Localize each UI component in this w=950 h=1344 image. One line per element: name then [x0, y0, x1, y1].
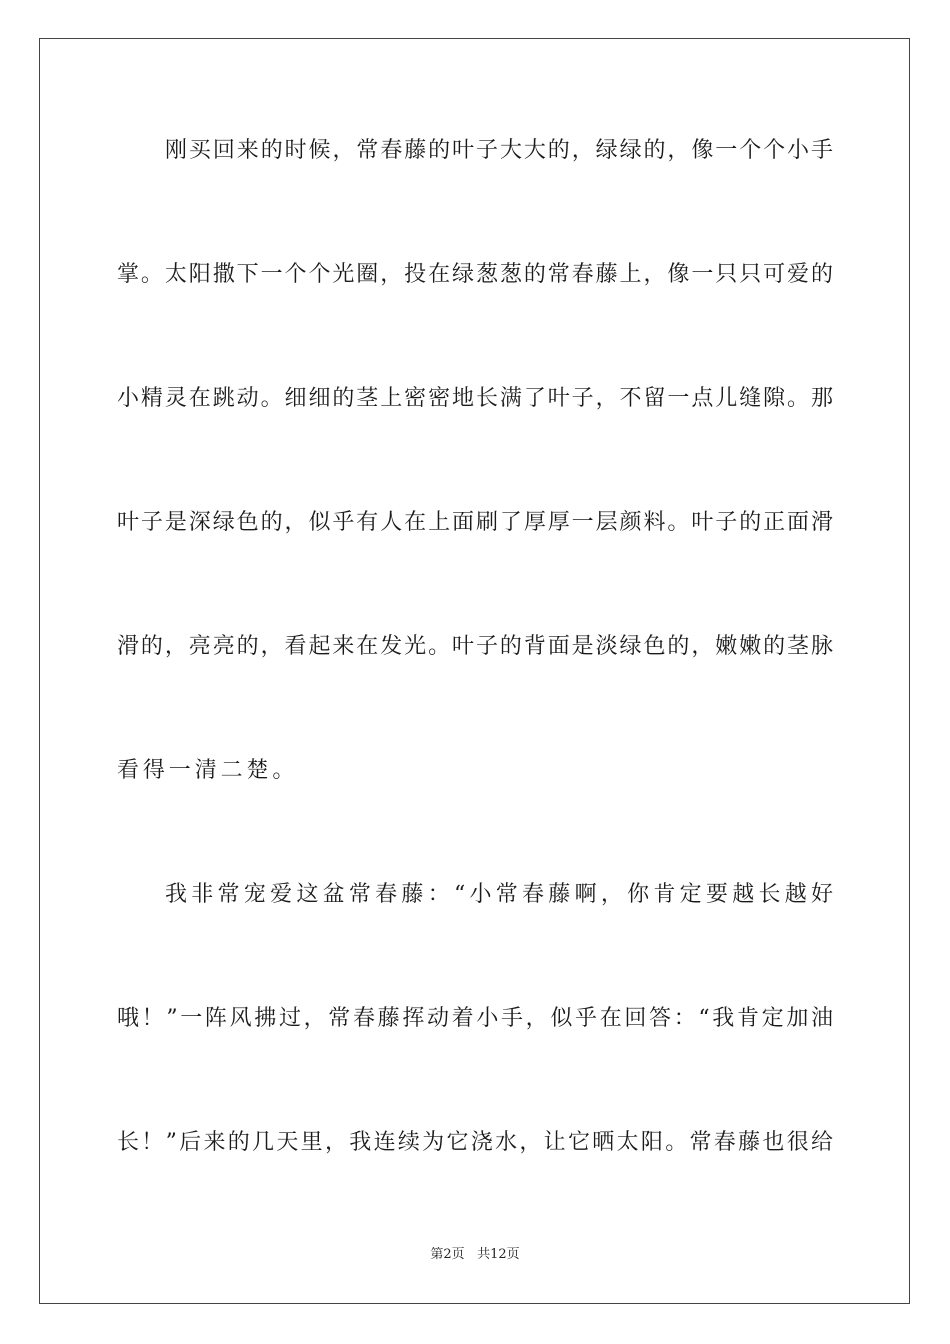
page-border [39, 38, 910, 1304]
text-line-2: 掌。太阳撒下一个个光圈，投在绿葱葱的常春藤上，像一只只可爱的 [117, 262, 833, 287]
text-line-5: 滑的，亮亮的，看起来在发光。叶子的背面是淡绿色的，嫩嫩的茎脉 [117, 634, 833, 659]
text-line-4: 叶子是深绿色的，似乎有人在上面刷了厚厚一层颜料。叶子的正面滑 [117, 510, 833, 535]
text-line-9: 长！”后来的几天里，我连续为它浇水，让它晒太阳。常春藤也很给 [117, 1130, 833, 1155]
text-line-3: 小精灵在跳动。细细的茎上密密地长满了叶子，不留一点儿缝隙。那 [117, 386, 833, 411]
text-line-7: 我非常宠爱这盆常春藤：“小常春藤啊，你肯定要越长越好 [165, 882, 833, 907]
page-number: 第2页 [430, 1247, 465, 1262]
page-footer [0, 1246, 950, 1264]
text-line-6: 看得一清二楚。 [117, 758, 299, 783]
text-line-1: 刚买回来的时候，常春藤的叶子大大的，绿绿的，像一个个小手 [165, 138, 833, 163]
page-total: 共12页 [477, 1247, 520, 1262]
text-line-8: 哦！”一阵风拂过，常春藤挥动着小手，似乎在回答：“我肯定加油 [117, 1006, 833, 1031]
